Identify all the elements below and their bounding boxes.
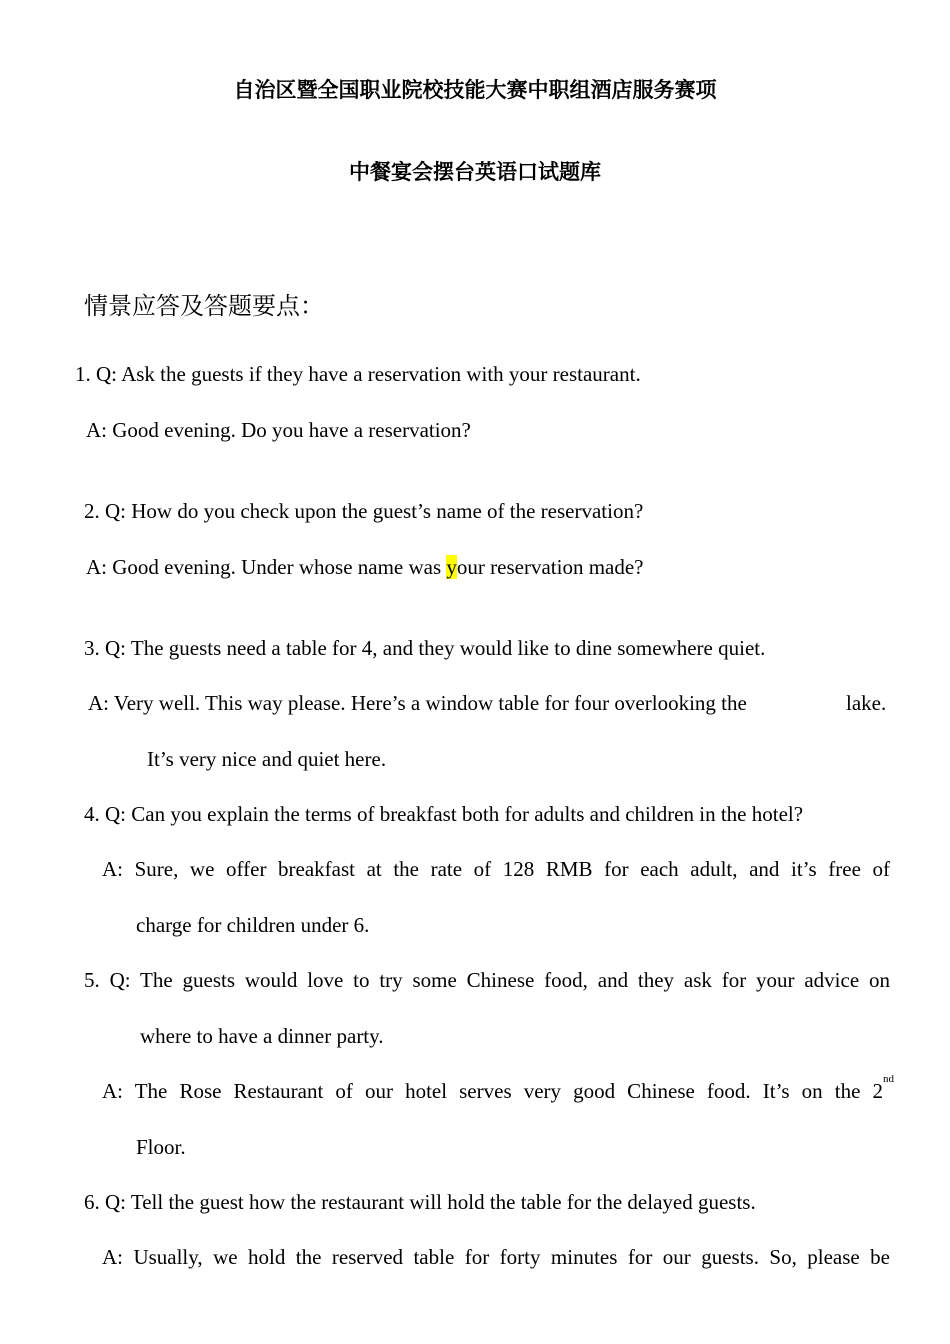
answer-4-line2: charge for children under 6.	[136, 913, 370, 937]
question-5-line2: where to have a dinner party.	[140, 1024, 384, 1048]
question-4: 4. Q: Can you explain the terms of breakfast both for adults and children in the hotel?	[84, 802, 804, 826]
answer-3-line2: It’s very nice and quiet here.	[147, 747, 387, 771]
question-5-line1: 5. Q: The guests would love to try some Chinese food, and they ask for your advice on	[84, 968, 890, 992]
answer-3-line1-end: lake.	[846, 691, 887, 715]
answer-6-line1: A: Usually, we hold the reserved table for forty minutes for our guests. So, please be	[102, 1245, 890, 1269]
answer-2-text-end: our reservation made?	[456, 555, 644, 579]
document-subtitle: 中餐宴会摆台英语口试题库	[349, 160, 601, 184]
answer-2-text: A: Good evening. Under whose name was	[86, 555, 447, 579]
answer-5-text: A: The Rose Restaurant of our hotel serves very good Chinese food. It’s on the 2	[102, 1079, 883, 1103]
answer-1: A: Good evening. Do you have a reservation?	[86, 418, 471, 442]
question-3: 3. Q: The guests need a table for 4, and they would like to dine somewhere quiet.	[84, 636, 766, 660]
answer-5-line1	[102, 1073, 894, 1103]
question-2: 2. Q: How do you check upon the guest’s name of the reservation?	[84, 499, 644, 523]
section-heading: 情景应答及答题要点：	[84, 292, 324, 320]
answer-2	[86, 555, 644, 579]
answer-4-line1: A: Sure, we offer breakfast at the rate of 128 RMB for each adult, and it’s free of	[102, 857, 890, 881]
question-6: 6. Q: Tell the guest how the restaurant will hold the table for the delayed guests.	[84, 1190, 756, 1214]
answer-5-line2: Floor.	[136, 1135, 186, 1159]
ordinal-suffix: nd	[883, 1073, 894, 1085]
question-1: 1. Q: Ask the guests if they have a reservation with your restaurant.	[75, 362, 641, 386]
answer-3-line1: A: Very well. This way please. Here’s a window table for four overlooking the	[88, 691, 747, 715]
document-title: 自治区暨全国职业院校技能大赛中职组酒店服务赛项	[233, 78, 717, 102]
highlighted-text: y	[446, 555, 457, 579]
